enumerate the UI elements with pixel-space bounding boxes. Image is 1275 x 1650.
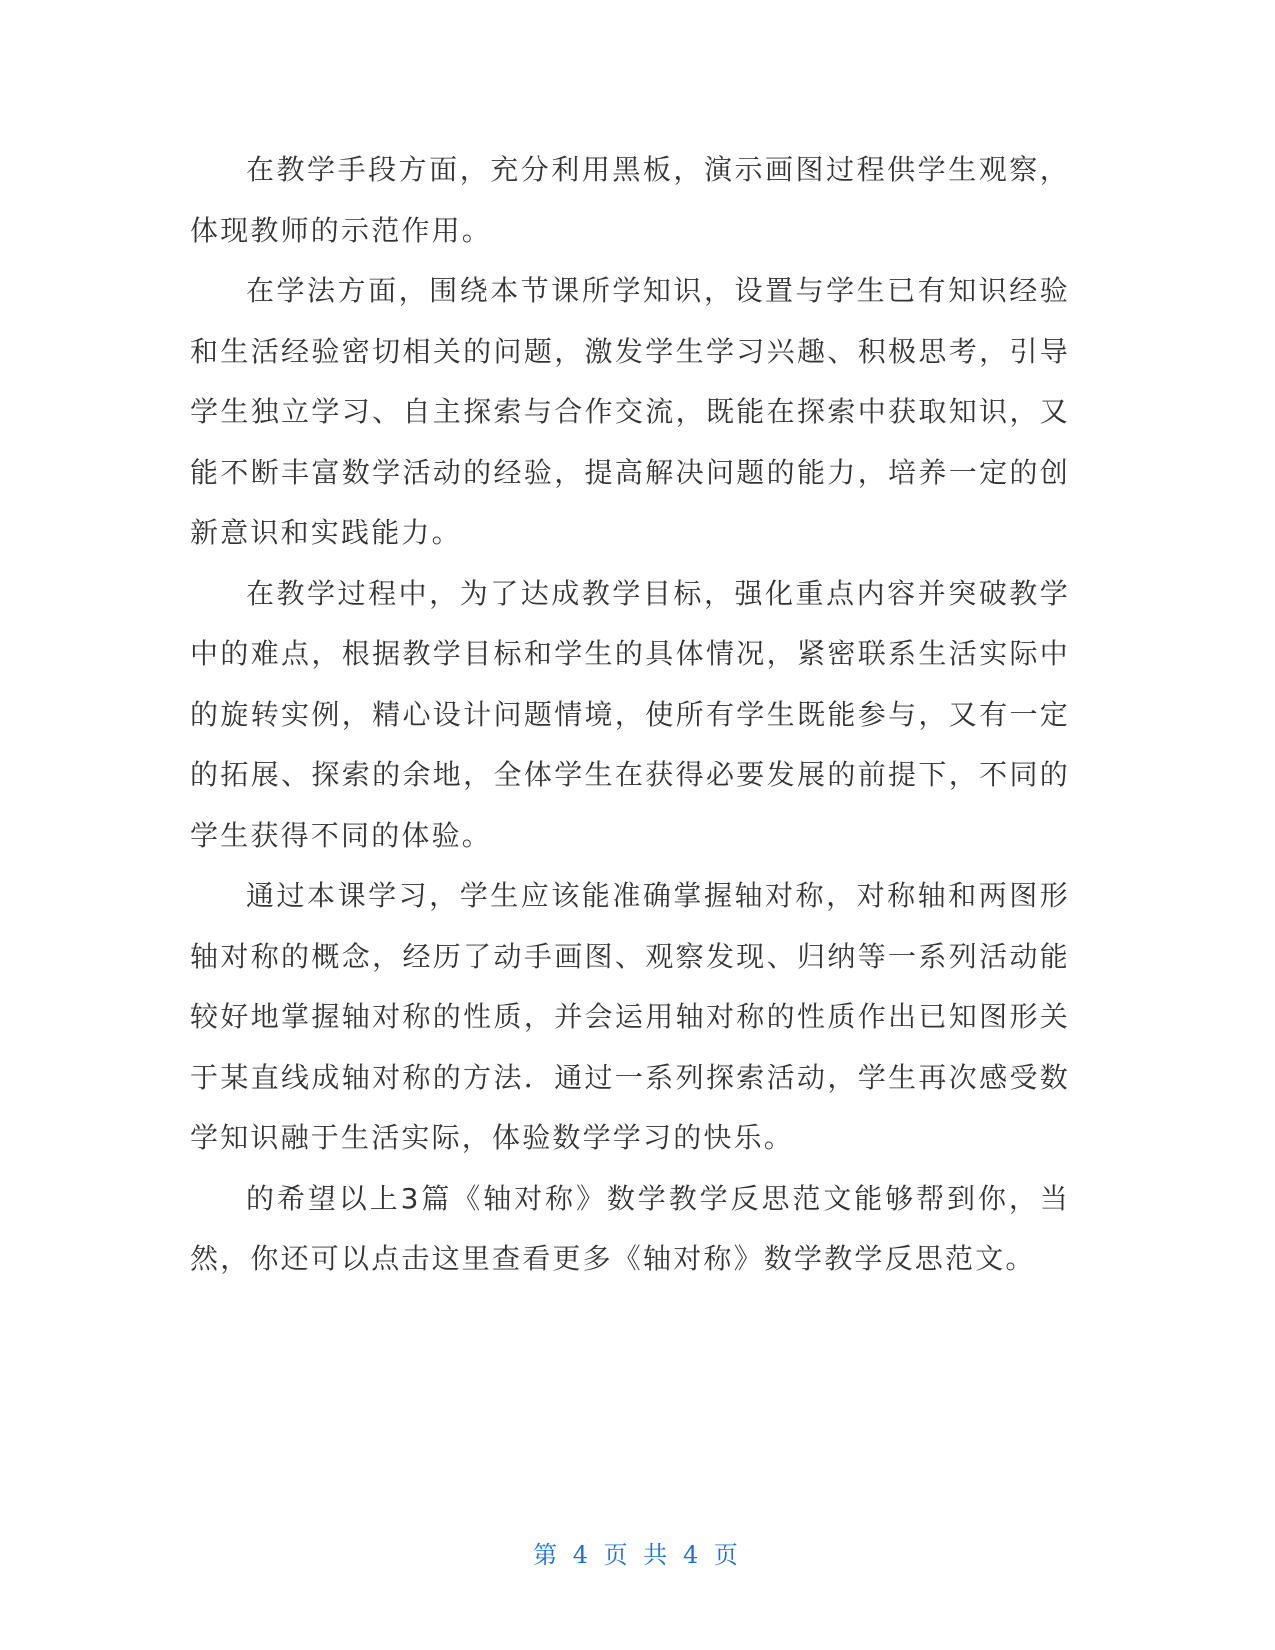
document-body xyxy=(190,140,1070,1290)
paragraph-closing: 的希望以上3篇《轴对称》数学教学反思范文能够帮到你，当然，你还可以点击这里查看更多《轴对称》数学教学反思范文。 xyxy=(190,1181,1070,1275)
page-number-footer: 第 4 页 共 4 页 xyxy=(533,1541,742,1569)
paragraph-learning-outcomes: 通过本课学习，学生应该能准确掌握轴对称，对称轴和两图形轴对称的概念，经历了动手画图、观察发现、归纳等一系列活动能较好地掌握轴对称的性质，并会运用轴对称的性质作出已知图形关于某直线成轴对称的方法．通过一系列探索活动，学生再次感受数学知识融于生活实际，体验数学学习的快乐。 xyxy=(190,879,1070,1154)
paragraph-teaching-means: 在教学手段方面，充分利用黑板，演示画图过程供学生观察，体现教师的示范作用。 xyxy=(190,153,1070,247)
paragraph-teaching-process: 在教学过程中，为了达成教学目标，强化重点内容并突破教学中的难点，根据教学目标和学生的具体情况，紧密联系生活实际中的旋转实例，精心设计问题情境，使所有学生既能参与，又有一定的拓展、探索的余地，全体学生在获得必要发展的前提下，不同的学生获得不同的体验。 xyxy=(190,576,1070,852)
paragraph-learning-methods: 在学法方面，围绕本节课所学知识，设置与学生已有知识经验和生活经验密切相关的问题，激发学生学习兴趣、积极思考，引导学生独立学习、自主探索与合作交流，既能在探索中获取知识，又能不断丰富数学活动的经验，提高解决问题的能力，培养一定的创新意识和实践能力。 xyxy=(190,274,1070,549)
